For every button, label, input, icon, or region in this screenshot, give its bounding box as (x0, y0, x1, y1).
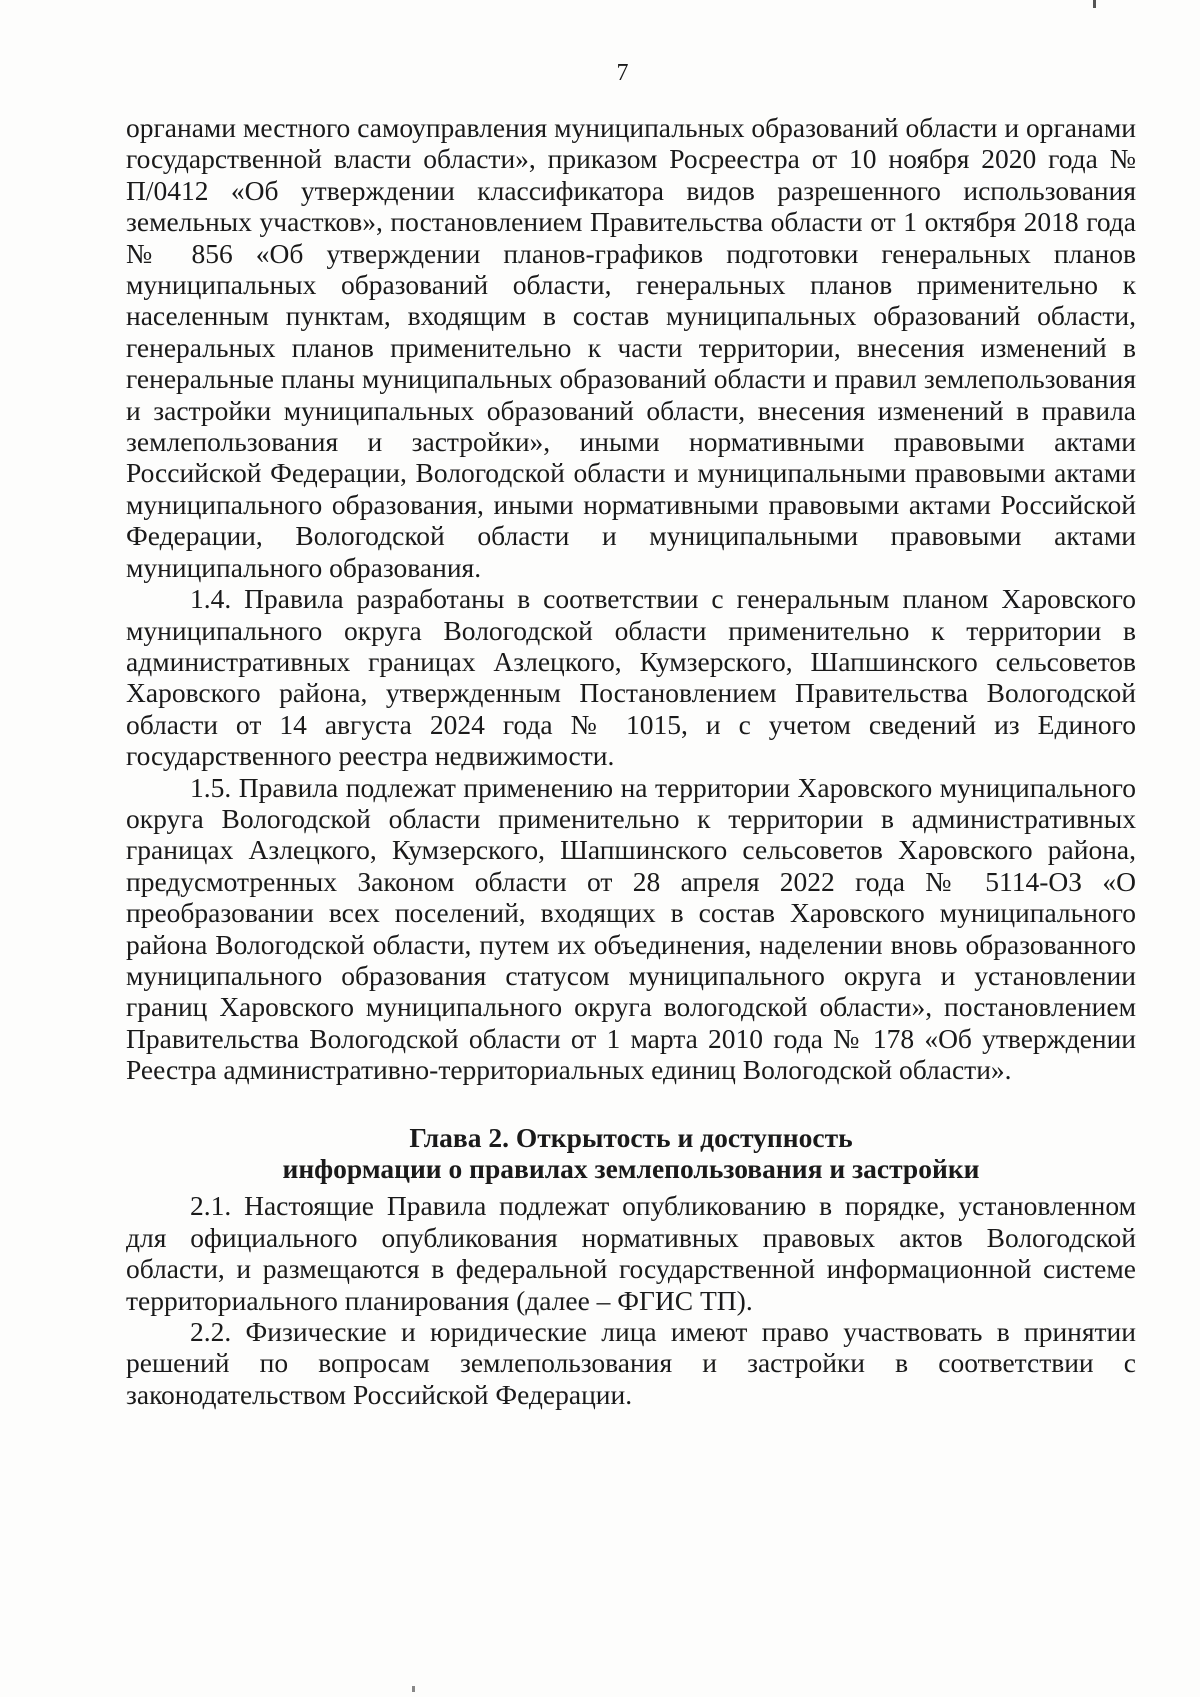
paragraph-continuation: органами местного самоуправления муниципальных образований области и органами государственной власти области», приказом Росреестра от 10 ноября 2020 года № П/0412 «Об утверждении классификатора видов разрешенного использования земельных участков», постановлением Правительства области от 1 октября 2018 года № 856 «Об утверждении планов-графиков подготовки генеральных планов муниципальных образований области, генеральных планов применительно к населенным пунктам, входящим в состав муниципальных образований области, генеральных планов применительно к части территории, внесения изменений в генеральные планы муниципальных образований области и правил землепользования и застройки муниципальных образований области, внесения изменений в правила землепользования и застройки», иными нормативными правовыми актами Российской Федерации, Вологодской области и муниципальными правовыми актами муниципального образования, иными нормативными правовыми актами Российской Федерации, Вологодской области и муниципальными правовыми актами муниципального образования. (126, 112, 1136, 583)
chapter-heading-line-2: информации о правилах землепользования и застройки (282, 1153, 980, 1184)
scan-mark (412, 1686, 415, 1692)
page-number: 7 (616, 60, 629, 86)
chapter-heading-line-1: Глава 2. Открытость и доступность (409, 1121, 853, 1153)
document-body (126, 112, 1136, 1410)
paragraph-1-4: 1.4. Правила разработаны в соответствии с генеральным планом Харовского муниципального округа Вологодской области применительно к территории в административных границах Азлецкого, Кумзерского, Шапшинского сельсоветов Харовского района, утвержденным Постановлением Правительства Вологодской области от 14 августа 2024 года № 1015, и с учетом сведений из Единого государственного реестра недвижимости. (126, 583, 1136, 772)
scan-mark (1093, 0, 1096, 8)
paragraph-2-2: 2.2. Физические и юридические лица имеют право участвовать в принятии решений по вопросам землепользования и застройки в соответствии с законодательством Российской Федерации. (126, 1316, 1136, 1410)
paragraph-1-5: 1.5. Правила подлежат применению на территории Харовского муниципального округа Вологодской области применительно к территории в административных границах Азлецкого, Кумзерского, Шапшинского сельсоветов Харовского района, предусмотренных Законом области от 28 апреля 2022 года № 5114-ОЗ «О преобразовании всех поселений, входящих в состав Харовского муниципального района Вологодской области, путем их объединения, наделении вновь образованного муниципального образования статусом муниципального округа и установлении границ Харовского муниципального округа вологодской области», постановлением Правительства Вологодской области от 1 марта 2010 года № 178 «Об утверждении Реестра административно-территориальных единиц Вологодской области». (126, 771, 1136, 1086)
paragraph-2-1: 2.1. Настоящие Правила подлежат опубликованию в порядке, установленном для официального опубликования нормативных правовых актов Вологодской области, и размещаются в федеральной государственной информационной системе территориального планирования (далее – ФГИС ТП). (126, 1190, 1136, 1316)
chapter-heading (126, 1122, 1136, 1185)
